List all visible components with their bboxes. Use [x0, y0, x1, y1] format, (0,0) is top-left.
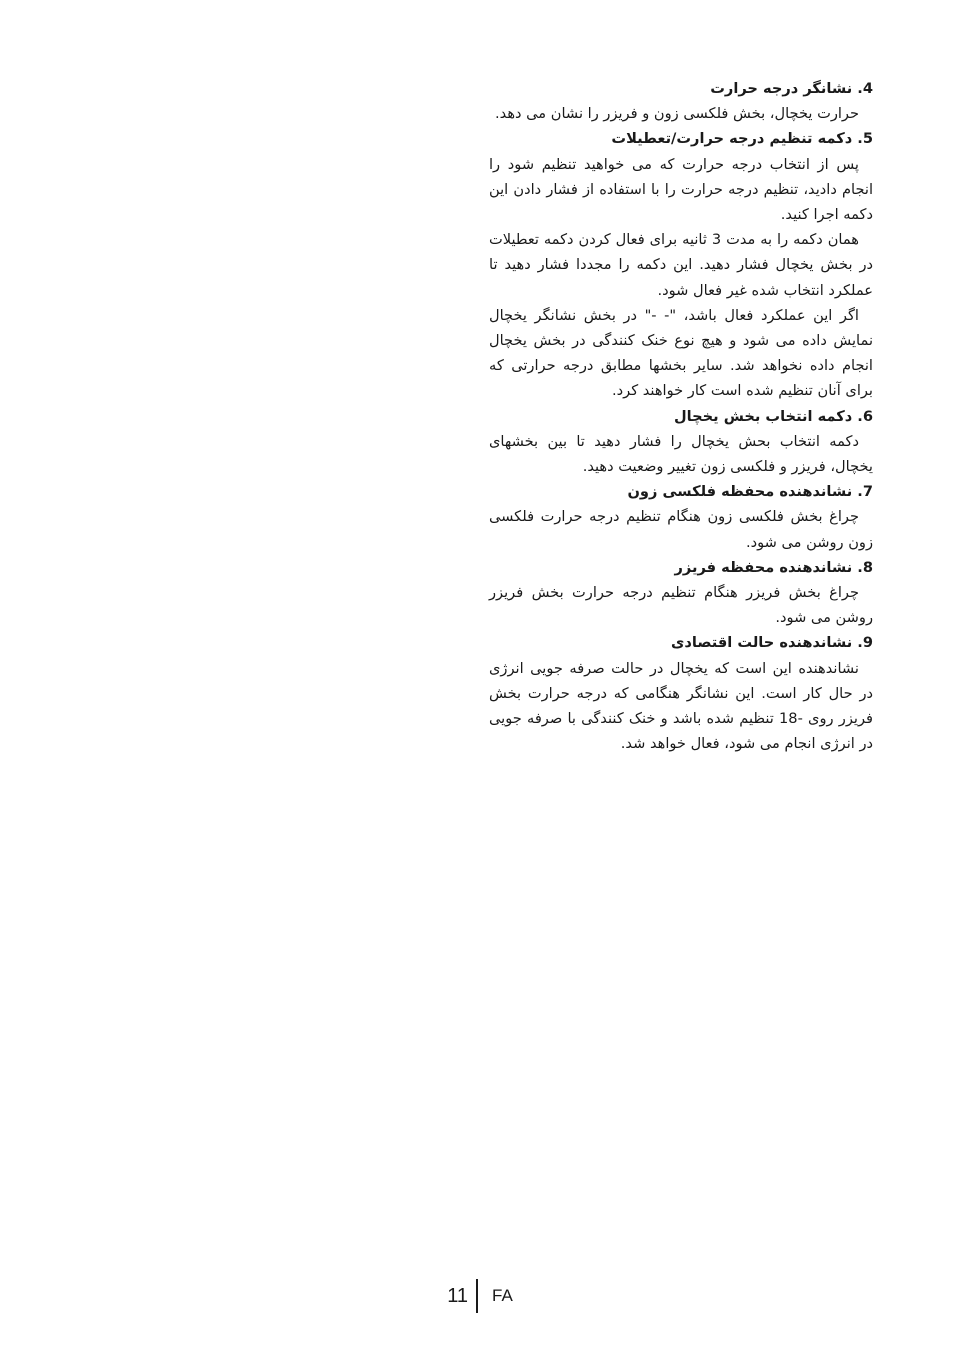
footer-divider	[476, 1279, 478, 1313]
page-number: 11	[447, 1285, 468, 1307]
section-heading: 6. دکمه انتخاب بخش یخچال	[673, 407, 873, 425]
section-temperature-holiday-button	[489, 126, 873, 403]
section-heading: 7. نشاندهنده محفظه فلکسی زون	[627, 483, 873, 501]
section-heading: 4. نشانگر درجه حرارت	[710, 80, 873, 97]
section-paragraph: نشاندهنده این است که یخچال در حالت صرفه جویی انرژی در حال کار است. این نشانگر هنگامی که درجه حرارت بخش فریزر روی -18 تنظیم شده باشد و خنک کنندگی با صرفه جویی در انرژی انجام می شود، فعال خواهد شد.	[489, 659, 873, 753]
section-flexizone-indicator	[489, 479, 873, 555]
section-paragraph: اگر این عملکرد فعال باشد، "- -" در بخش نشانگر یخچال نمایش داده می شود و هیچ نوع خنک کنندگی در بخش یخچال انجام داده نخواهد شد. سایر بخشها مطابق درجه حرارتی که برای آنان تنظیم شده است کار خواهند کرد.	[489, 306, 873, 400]
section-paragraph: حرارت یخچال، بخش فلکسی زون و فریزر را نشان می دهد.	[495, 105, 859, 123]
section-freezer-indicator	[489, 555, 873, 631]
content-column	[489, 76, 873, 756]
section-paragraph: دکمه انتخاب بحش یخچال را فشار دهید تا بین بخشهای یخچال، فریزر و فلکسی زون تغییر وضعیت دهید.	[489, 432, 873, 476]
section-heading: 5. دکمه تنظیم درجه حرارت/تعطیلات	[611, 130, 873, 148]
section-compartment-select-button	[489, 404, 873, 480]
section-paragraph: چراغ بخش فلکسی زون هنگام تنظیم درجه حرارت فلکسی زون روشن می شود.	[489, 508, 873, 551]
language-code: FA	[492, 1286, 513, 1305]
section-heading: 8. نشاندهنده محفظه فریزر	[674, 558, 873, 576]
section-paragraph: همان دکمه را به مدت 3 ثانیه برای فعال کردن دکمه تعطیلات در بخش یخچال فشار دهید. این دکمه را مجددا فشار دهید تا عملکرد انتخاب شده غیر فعال شود.	[489, 231, 873, 299]
section-paragraph: چراغ بخش فریزر هنگام تنظیم درجه حرارت بخش فریزر روشن می شود.	[489, 584, 873, 627]
section-temperature-indicator	[489, 76, 873, 126]
section-heading: 9. نشاندهنده حالت اقتصادی	[671, 634, 873, 652]
section-paragraph: پس از انتخاب درجه حرارت که می خواهید تنظیم شود را انجام دادید، تنظیم درجه حرارت را با استفاده از فشار دادن این دکمه اجرا کنید.	[489, 155, 873, 224]
section-eco-mode-indicator	[489, 630, 873, 756]
page-footer	[442, 1279, 513, 1313]
